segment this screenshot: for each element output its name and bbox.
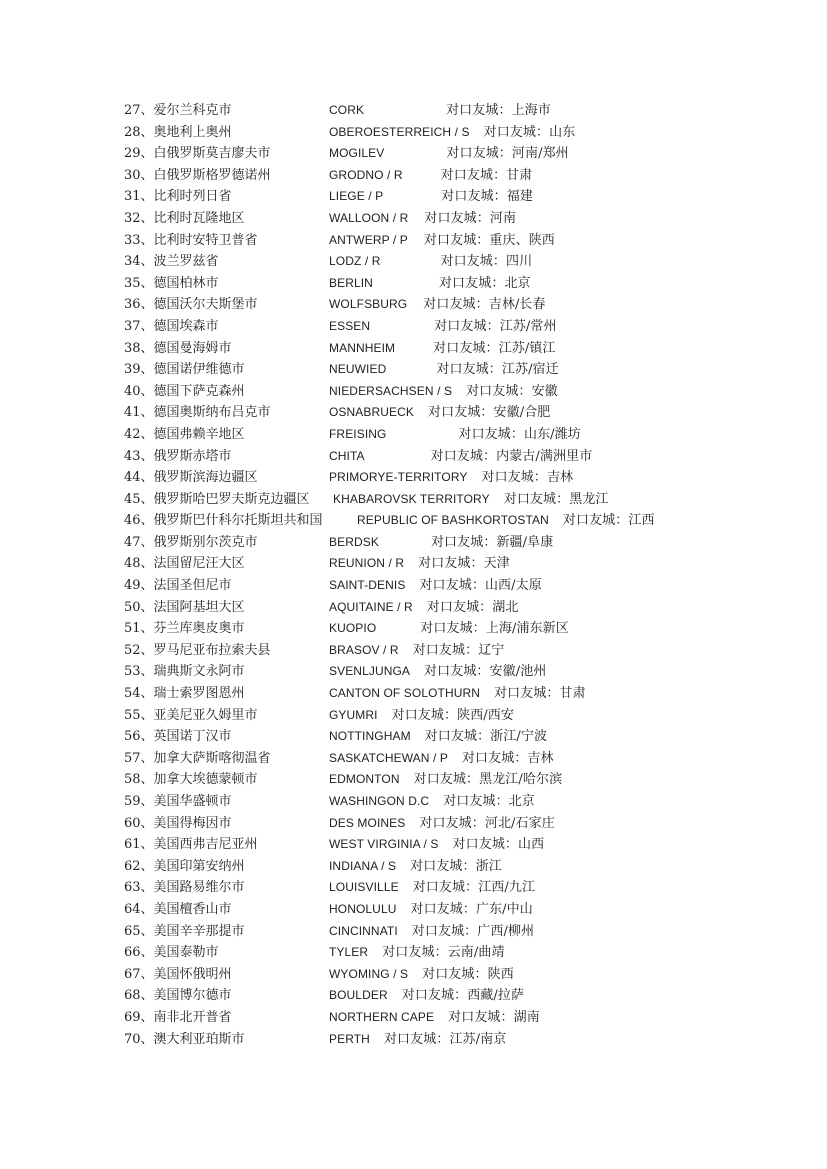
en-city-cell [329,467,573,489]
cn-city-name: 57、加拿大萨斯喀彻温省 [124,750,271,766]
cn-city-name: 33、比利时安特卫普省 [124,232,258,248]
list-item [0,813,827,835]
partner-city: 对口友城：陕西 [422,966,514,982]
partner-city: 对口友城：甘肃 [440,167,533,183]
list-item [0,510,827,532]
en-city-name: MOGILEV [329,146,385,161]
en-city-cell [329,338,556,360]
cn-city-name: 66、美国泰勒市 [124,945,219,961]
list-item [0,532,827,554]
en-city-cell [329,683,586,705]
en-city-cell [333,489,609,511]
en-city-cell [329,143,569,165]
partner-city: 对口友城：北京 [438,275,531,291]
cn-city-name: 37、德国埃森市 [124,318,219,334]
partner-city: 对口友城：江西/九江 [412,880,536,896]
en-city-cell [329,208,516,230]
en-city-cell [329,100,551,122]
en-city-name: KUOPIO [329,621,377,636]
en-city-cell [329,316,557,338]
cn-city-name: 52、罗马尼亚布拉索夫县 [124,642,271,658]
cn-city-name: 46、俄罗斯巴什科尔托斯坦共和国 [124,513,323,529]
en-city-name: CANTON OF SOLOTHURN [329,686,481,701]
en-city-cell [329,381,558,403]
list-item [0,338,827,360]
partner-city: 对口友城：新疆/阜康 [430,534,554,550]
en-city-cell [329,921,534,943]
en-city-cell [329,402,550,424]
list-item [0,877,827,899]
en-city-name: REUNION / R [329,556,405,571]
cn-city-name: 31、比利时列日省 [124,189,232,205]
cn-city-name: 40、德国下萨克森州 [124,383,245,399]
en-city-name: BOULDER [329,988,388,1003]
en-city-cell [329,899,533,921]
list-item [0,985,827,1007]
partner-city: 对口友城：山东/潍坊 [458,426,581,442]
en-city-cell [329,1007,540,1029]
en-city-cell [329,640,504,662]
en-city-name: SASKATCHEWAN / P [329,750,448,765]
cn-city-name: 36、德国沃尔夫斯堡市 [124,297,258,313]
partner-city: 对口友城：西藏/拉萨 [401,988,525,1004]
cn-city-name: 49、法国圣但尼市 [124,578,232,594]
partner-city: 对口友城：山西/太原 [419,578,542,594]
partner-city: 对口友城：安徽/合肥 [428,405,551,421]
en-city-name: GRODNO / R [329,167,403,182]
en-city-name: MANNHEIM [329,340,396,355]
partner-city: 对口友城：上海市 [446,103,551,118]
en-city-cell [329,942,505,964]
en-city-cell [329,769,562,791]
list-item [0,446,827,468]
cn-city-name: 35、德国柏林市 [124,275,219,291]
partner-city: 对口友城：湖北 [426,599,519,615]
en-city-cell [329,856,502,878]
en-city-name: PRIMORYE-TERRITORY [329,470,468,485]
partner-city: 对口友城：河北/石家庄 [419,815,555,831]
en-city-cell [329,791,535,813]
list-item [0,575,827,597]
list-item [0,467,827,489]
list-item [0,230,827,252]
cn-city-name: 68、美国博尔德市 [124,988,232,1004]
partner-city: 对口友城：上海/浦东新区 [420,621,569,637]
en-city-name: WASHINGON D.C [329,794,430,808]
cn-city-name: 39、德国诺伊维德市 [124,362,245,378]
en-city-name: OSNABRUECK [329,405,415,420]
en-city-name: NOTTINGHAM [329,729,411,744]
en-city-cell [329,532,553,554]
list-item [0,489,827,511]
en-city-cell [329,273,531,295]
list-item [0,100,827,122]
cn-city-name: 56、英国诺丁汉市 [124,729,232,745]
en-city-cell [329,122,575,144]
sister-city-list [0,100,827,1050]
en-city-name: LODZ / R [329,254,381,269]
en-city-name: CINCINNATI [329,923,398,938]
en-city-cell [329,251,532,273]
cn-city-name: 65、美国辛辛那提市 [124,923,245,939]
en-city-name: REPUBLIC OF BASHKORTOSTAN [357,513,549,528]
list-item [0,834,827,856]
en-city-cell [357,510,655,532]
list-item [0,899,827,921]
cn-city-name: 41、德国奥斯纳布吕克市 [124,405,271,421]
partner-city: 对口友城：甘肃 [494,686,586,702]
list-item [0,1029,827,1051]
en-city-name: NORTHERN CAPE [329,1009,435,1024]
cn-city-name: 28、奥地利上奥州 [124,124,232,140]
cn-city-name: 27、爱尔兰科克市 [124,103,232,118]
partner-city: 对口友城：重庆、陕西 [423,232,555,248]
partner-city: 对口友城：河南/郑州 [446,146,569,162]
list-item [0,294,827,316]
en-city-name: OBEROESTERREICH / S [329,124,470,139]
en-city-name: WALLOON / R [329,210,409,225]
en-city-cell [329,877,535,899]
cn-city-name: 69、南非北开普省 [124,1009,232,1025]
list-item [0,683,827,705]
cn-city-name: 58、加拿大埃德蒙顿市 [124,772,258,788]
cn-city-name: 29、白俄罗斯莫吉廖夫市 [124,146,271,162]
list-item [0,769,827,791]
en-city-name: ANTWERP / P [329,232,408,247]
partner-city: 对口友城：吉林 [461,750,554,766]
list-item [0,316,827,338]
en-city-cell [329,1029,506,1051]
en-city-name: PERTH [329,1031,370,1046]
en-city-name: AQUITAINE / R [329,599,413,614]
cn-city-name: 50、法国阿基坦大区 [124,599,245,615]
partner-city: 对口友城：四川 [440,254,533,270]
list-item [0,143,827,165]
list-item [0,273,827,295]
en-city-cell [329,446,592,468]
en-city-name: LOUISVILLE [329,880,399,895]
partner-city: 对口友城：江苏/南京 [383,1031,507,1047]
en-city-cell [329,230,555,252]
en-city-name: DES MOINES [329,815,406,830]
list-item [0,424,827,446]
en-city-name: SVENLJUNGA [329,664,411,679]
en-city-name: CHITA [329,448,365,463]
list-item [0,251,827,273]
list-item [0,726,827,748]
cn-city-name: 32、比利时瓦隆地区 [124,210,245,226]
cn-city-name: 62、美国印第安纳州 [124,858,245,874]
en-city-name: ESSEN [329,318,371,333]
list-item [0,597,827,619]
partner-city: 对口友城：广东/中山 [410,901,533,917]
list-item [0,359,827,381]
list-item [0,381,827,403]
partner-city: 对口友城：黑龙江/哈尔滨 [413,772,563,788]
partner-city: 对口友城：辽宁 [412,642,505,658]
en-city-cell [329,597,518,619]
cn-city-name: 67、美国怀俄明州 [124,966,232,982]
cn-city-name: 60、美国得梅因市 [124,815,232,831]
en-city-cell [329,661,546,683]
partner-city: 对口友城：吉林/长春 [423,297,546,313]
cn-city-name: 61、美国西弗吉尼亚州 [124,837,258,853]
en-city-cell [329,359,559,381]
list-item [0,942,827,964]
partner-city: 对口友城：安徽 [466,383,558,399]
en-city-name: BERLIN [329,275,373,290]
partner-city: 对口友城：江苏/常州 [434,318,557,334]
en-city-cell [329,705,514,727]
en-city-name: KHABAROVSK TERRITORY [333,491,490,506]
en-city-cell [329,726,547,748]
en-city-cell [329,985,524,1007]
en-city-cell [329,618,569,640]
partner-city: 对口友城：北京 [443,794,535,809]
partner-city: 对口友城：黑龙江 [503,491,609,507]
en-city-name: BERDSK [329,534,379,549]
partner-city: 对口友城：山西 [452,837,545,853]
en-city-name: SAINT-DENIS [329,578,406,593]
cn-city-name: 45、俄罗斯哈巴罗夫斯克边疆区 [124,491,310,507]
en-city-cell [329,186,533,208]
list-item [0,748,827,770]
partner-city: 对口友城：浙江 [410,858,502,874]
partner-city: 对口友城：安徽/池州 [424,664,547,680]
en-city-name: HONOLULU [329,901,397,916]
list-item [0,964,827,986]
en-city-name: CORK [329,103,365,117]
list-item [0,921,827,943]
cn-city-name: 54、瑞士索罗图恩州 [124,686,245,702]
partner-city: 对口友城：江苏/镇江 [433,340,556,356]
en-city-cell [329,294,546,316]
partner-city: 对口友城：湖南 [448,1009,540,1025]
cn-city-name: 55、亚美尼亚久姆里市 [124,707,258,723]
en-city-cell [329,834,544,856]
cn-city-name: 53、瑞典斯文永阿市 [124,664,245,680]
partner-city: 对口友城：江西 [562,513,655,529]
cn-city-name: 43、俄罗斯赤塔市 [124,448,232,464]
cn-city-name: 47、俄罗斯别尔茨克市 [124,534,258,550]
cn-city-name: 44、俄罗斯滨海边疆区 [124,470,258,486]
partner-city: 对口友城：福建 [441,189,533,205]
list-item [0,705,827,727]
en-city-cell [329,748,554,770]
cn-city-name: 70、澳大利亚珀斯市 [124,1031,245,1047]
list-item [0,402,827,424]
partner-city: 对口友城：广西/柳州 [411,923,535,939]
en-city-name: LIEGE / P [329,189,384,204]
partner-city: 对口友城：陕西/西安 [391,707,514,723]
list-item [0,1007,827,1029]
cn-city-name: 38、德国曼海姆市 [124,340,232,356]
list-item [0,640,827,662]
list-item [0,553,827,575]
cn-city-name: 59、美国华盛顿市 [124,794,232,809]
list-item [0,791,827,813]
en-city-cell [329,165,532,187]
list-item [0,618,827,640]
en-city-name: NIEDERSACHSEN / S [329,383,453,398]
en-city-name: TYLER [329,945,369,960]
en-city-cell [329,424,581,446]
list-item [0,186,827,208]
list-item [0,661,827,683]
en-city-name: WYOMING / S [329,966,409,981]
en-city-cell [329,575,542,597]
en-city-name: BRASOV / R [329,642,399,657]
partner-city: 对口友城：江苏/宿迁 [436,362,559,378]
partner-city: 对口友城：浙江/宁波 [424,729,548,745]
list-item [0,856,827,878]
en-city-name: FREISING [329,426,387,441]
list-item [0,122,827,144]
en-city-name: EDMONTON [329,772,400,787]
en-city-name: WOLFSBURG [329,297,408,312]
partner-city: 对口友城：吉林 [481,470,574,486]
partner-city: 对口友城：内蒙古/满洲里市 [430,448,593,464]
partner-city: 对口友城：云南/曲靖 [382,945,505,961]
list-item [0,208,827,230]
cn-city-name: 42、德国弗赖辛地区 [124,426,245,442]
en-city-name: WEST VIRGINIA / S [329,837,439,852]
cn-city-name: 51、芬兰库奥皮奥市 [124,621,245,637]
en-city-name: INDIANA / S [329,858,397,873]
en-city-cell [329,553,510,575]
partner-city: 对口友城：天津 [418,556,510,572]
cn-city-name: 64、美国檀香山市 [124,901,232,917]
cn-city-name: 34、波兰罗兹省 [124,254,219,270]
partner-city: 对口友城：山东 [483,124,576,140]
en-city-name: GYUMRI [329,707,378,722]
en-city-cell [329,813,555,835]
en-city-name: NEUWIED [329,362,387,377]
list-item [0,165,827,187]
partner-city: 对口友城：河南 [424,210,517,226]
cn-city-name: 30、白俄罗斯格罗德诺州 [124,167,271,183]
cn-city-name: 63、美国路易维尔市 [124,880,245,896]
en-city-cell [329,964,514,986]
cn-city-name: 48、法国留尼汪大区 [124,556,245,572]
